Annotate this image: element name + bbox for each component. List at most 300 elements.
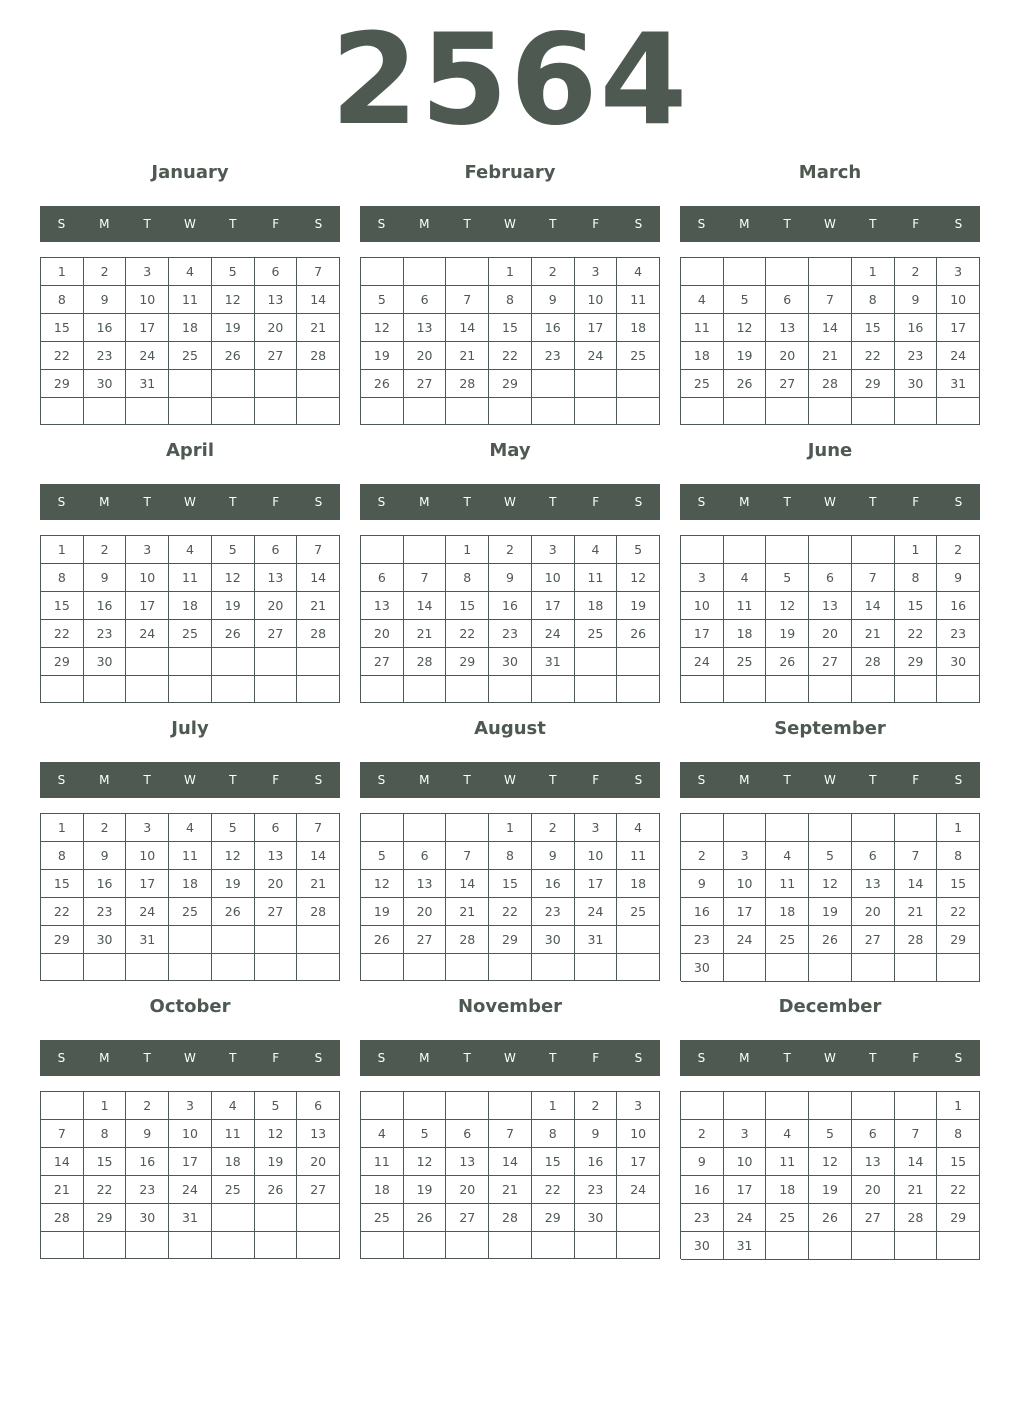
day-cell: 15: [489, 870, 532, 898]
day-cell: 7: [297, 536, 340, 564]
weekday-label: T: [869, 495, 877, 509]
weekday-label: T: [143, 217, 151, 231]
day-cell: 3: [532, 536, 575, 564]
day-cell: 18: [212, 1148, 255, 1176]
day-cell: 22: [937, 1176, 980, 1204]
day-cell: 2: [681, 842, 724, 870]
month-name: August: [474, 718, 546, 739]
day-cell: 21: [41, 1176, 84, 1204]
day-cell: 8: [937, 1120, 980, 1148]
day-cell: 11: [617, 842, 660, 870]
empty-day-cell: [404, 1232, 447, 1259]
weekday-label: S: [697, 773, 706, 787]
day-cell: 31: [169, 1204, 212, 1232]
day-cell: 22: [84, 1176, 127, 1204]
weekday-label: F: [912, 1051, 920, 1065]
day-cell: 16: [681, 1176, 724, 1204]
weekday-label: T: [229, 495, 237, 509]
empty-day-cell: [617, 954, 660, 981]
empty-day-cell: [84, 398, 127, 425]
day-cell: 27: [297, 1176, 340, 1204]
day-cell: 23: [895, 342, 938, 370]
weekday-label: F: [592, 495, 600, 509]
day-cell: 10: [532, 564, 575, 592]
day-cell: 29: [41, 648, 84, 676]
day-cell: 1: [84, 1092, 127, 1120]
day-cell: 20: [852, 898, 895, 926]
day-cell: 19: [766, 620, 809, 648]
day-cell: 21: [895, 898, 938, 926]
day-cell: 29: [937, 1204, 980, 1232]
empty-day-cell: [617, 1204, 660, 1232]
weekday-label: T: [463, 495, 471, 509]
day-cell: 3: [575, 814, 618, 842]
day-cell: 26: [212, 342, 255, 370]
empty-day-cell: [895, 954, 938, 982]
empty-day-cell: [681, 676, 724, 703]
empty-day-cell: [809, 258, 852, 286]
day-grid: [360, 813, 660, 981]
weekday-label: S: [314, 495, 323, 509]
empty-day-cell: [766, 1092, 809, 1120]
day-cell: 9: [489, 564, 532, 592]
day-cell: 25: [575, 620, 618, 648]
day-cell: 10: [575, 286, 618, 314]
day-cell: 9: [937, 564, 980, 592]
day-cell: 6: [255, 258, 298, 286]
weekday-label: F: [592, 1051, 600, 1065]
day-cell: 6: [446, 1120, 489, 1148]
day-cell: 20: [255, 592, 298, 620]
day-cell: 4: [575, 536, 618, 564]
empty-day-cell: [297, 398, 340, 425]
day-cell: 20: [297, 1148, 340, 1176]
day-cell: 11: [575, 564, 618, 592]
day-cell: 19: [255, 1148, 298, 1176]
day-cell: 27: [255, 898, 298, 926]
day-cell: 14: [297, 842, 340, 870]
empty-day-cell: [617, 648, 660, 676]
day-cell: 30: [532, 926, 575, 954]
day-cell: 19: [809, 898, 852, 926]
empty-day-cell: [84, 676, 127, 703]
day-cell: 17: [126, 592, 169, 620]
weekday-label: T: [229, 1051, 237, 1065]
day-cell: 30: [84, 648, 127, 676]
empty-day-cell: [724, 814, 767, 842]
day-cell: 3: [617, 1092, 660, 1120]
day-cell: 24: [681, 648, 724, 676]
day-cell: 8: [489, 286, 532, 314]
weekday-label: F: [272, 217, 280, 231]
empty-day-cell: [169, 1232, 212, 1259]
month-february: [360, 162, 660, 432]
day-cell: 16: [681, 898, 724, 926]
day-cell: 29: [41, 926, 84, 954]
day-cell: 6: [404, 286, 447, 314]
weekday-label: W: [504, 1051, 516, 1065]
day-cell: 2: [84, 258, 127, 286]
weekday-label: S: [954, 495, 963, 509]
empty-day-cell: [212, 370, 255, 398]
day-cell: 1: [532, 1092, 575, 1120]
weekday-header: [40, 1040, 340, 1076]
month-name: July: [171, 718, 209, 739]
day-cell: 3: [681, 564, 724, 592]
empty-day-cell: [575, 398, 618, 425]
weekday-label: T: [869, 217, 877, 231]
empty-day-cell: [446, 814, 489, 842]
empty-day-cell: [297, 1232, 340, 1259]
day-cell: 15: [489, 314, 532, 342]
day-cell: 5: [766, 564, 809, 592]
day-cell: 29: [41, 370, 84, 398]
weekday-label: S: [377, 1051, 386, 1065]
day-cell: 14: [446, 870, 489, 898]
weekday-label: S: [377, 217, 386, 231]
day-cell: 5: [361, 286, 404, 314]
empty-day-cell: [852, 814, 895, 842]
day-cell: 6: [297, 1092, 340, 1120]
day-cell: 2: [681, 1120, 724, 1148]
empty-day-cell: [41, 1232, 84, 1259]
day-cell: 2: [937, 536, 980, 564]
empty-day-cell: [617, 926, 660, 954]
empty-day-cell: [617, 398, 660, 425]
day-cell: 8: [446, 564, 489, 592]
empty-day-cell: [766, 258, 809, 286]
empty-day-cell: [361, 536, 404, 564]
day-cell: 1: [446, 536, 489, 564]
day-cell: 16: [895, 314, 938, 342]
day-cell: 14: [895, 1148, 938, 1176]
day-cell: 12: [724, 314, 767, 342]
day-cell: 18: [617, 870, 660, 898]
empty-day-cell: [809, 814, 852, 842]
day-cell: 30: [681, 954, 724, 982]
day-cell: 1: [41, 814, 84, 842]
empty-day-cell: [404, 676, 447, 703]
empty-day-cell: [361, 1232, 404, 1259]
empty-day-cell: [852, 676, 895, 703]
day-cell: 29: [532, 1204, 575, 1232]
empty-day-cell: [575, 676, 618, 703]
day-cell: 7: [895, 842, 938, 870]
weekday-label: M: [419, 1051, 430, 1065]
month-october: [40, 996, 340, 1266]
day-cell: 31: [126, 926, 169, 954]
weekday-label: S: [634, 773, 643, 787]
empty-day-cell: [212, 648, 255, 676]
empty-day-cell: [575, 370, 618, 398]
empty-day-cell: [41, 676, 84, 703]
day-cell: 3: [937, 258, 980, 286]
day-cell: 22: [852, 342, 895, 370]
day-cell: 7: [446, 286, 489, 314]
day-cell: 15: [532, 1148, 575, 1176]
empty-day-cell: [575, 954, 618, 981]
weekday-label: W: [184, 495, 196, 509]
month-name: October: [149, 996, 231, 1017]
day-cell: 8: [489, 842, 532, 870]
empty-day-cell: [126, 954, 169, 981]
weekday-label: T: [229, 773, 237, 787]
day-cell: 5: [809, 842, 852, 870]
day-cell: 1: [41, 536, 84, 564]
weekday-label: M: [419, 773, 430, 787]
day-cell: 12: [361, 870, 404, 898]
day-cell: 26: [361, 370, 404, 398]
day-cell: 20: [404, 898, 447, 926]
empty-day-cell: [212, 1232, 255, 1259]
day-cell: 31: [126, 370, 169, 398]
day-grid: [680, 813, 980, 981]
day-cell: 24: [126, 620, 169, 648]
empty-day-cell: [404, 1092, 447, 1120]
day-cell: 26: [255, 1176, 298, 1204]
day-cell: 23: [681, 1204, 724, 1232]
weekday-label: T: [143, 773, 151, 787]
day-cell: 2: [126, 1092, 169, 1120]
empty-day-cell: [724, 954, 767, 982]
day-cell: 11: [681, 314, 724, 342]
weekday-header: [680, 206, 980, 242]
day-cell: 6: [852, 842, 895, 870]
empty-day-cell: [169, 954, 212, 981]
day-cell: 22: [489, 898, 532, 926]
day-cell: 23: [532, 342, 575, 370]
day-cell: 20: [255, 314, 298, 342]
empty-day-cell: [681, 398, 724, 425]
day-cell: 18: [724, 620, 767, 648]
day-cell: 26: [212, 620, 255, 648]
empty-day-cell: [84, 1232, 127, 1259]
day-cell: 25: [169, 898, 212, 926]
day-cell: 18: [617, 314, 660, 342]
day-cell: 23: [532, 898, 575, 926]
day-grid: [680, 1091, 980, 1259]
empty-day-cell: [766, 954, 809, 982]
day-cell: 7: [41, 1120, 84, 1148]
day-cell: 25: [724, 648, 767, 676]
day-cell: 21: [489, 1176, 532, 1204]
day-cell: 26: [404, 1204, 447, 1232]
day-cell: 17: [532, 592, 575, 620]
empty-day-cell: [169, 926, 212, 954]
empty-day-cell: [212, 926, 255, 954]
day-cell: 29: [937, 926, 980, 954]
day-cell: 20: [255, 870, 298, 898]
day-cell: 24: [724, 1204, 767, 1232]
day-cell: 4: [724, 564, 767, 592]
weekday-label: S: [57, 1051, 66, 1065]
day-cell: 14: [809, 314, 852, 342]
year-title: 2564: [330, 6, 690, 153]
day-cell: 8: [937, 842, 980, 870]
weekday-label: S: [314, 217, 323, 231]
day-cell: 26: [361, 926, 404, 954]
empty-day-cell: [361, 676, 404, 703]
day-cell: 17: [937, 314, 980, 342]
day-cell: 31: [575, 926, 618, 954]
month-january: [40, 162, 340, 432]
empty-day-cell: [895, 1092, 938, 1120]
empty-day-cell: [766, 814, 809, 842]
day-cell: 11: [169, 564, 212, 592]
day-cell: 17: [575, 314, 618, 342]
empty-day-cell: [404, 258, 447, 286]
day-cell: 10: [169, 1120, 212, 1148]
day-cell: 26: [809, 926, 852, 954]
day-cell: 5: [361, 842, 404, 870]
day-cell: 28: [41, 1204, 84, 1232]
day-cell: 22: [446, 620, 489, 648]
weekday-label: S: [57, 217, 66, 231]
day-cell: 28: [297, 620, 340, 648]
day-cell: 12: [212, 564, 255, 592]
day-cell: 12: [809, 1148, 852, 1176]
day-cell: 11: [766, 870, 809, 898]
day-cell: 30: [84, 370, 127, 398]
weekday-header: [40, 484, 340, 520]
day-cell: 19: [361, 342, 404, 370]
weekday-header: [360, 1040, 660, 1076]
day-cell: 6: [255, 814, 298, 842]
day-cell: 23: [681, 926, 724, 954]
empty-day-cell: [489, 954, 532, 981]
empty-day-cell: [297, 954, 340, 981]
day-cell: 20: [361, 620, 404, 648]
day-cell: 8: [532, 1120, 575, 1148]
day-cell: 16: [84, 314, 127, 342]
day-cell: 13: [404, 314, 447, 342]
day-cell: 3: [126, 814, 169, 842]
empty-day-cell: [212, 676, 255, 703]
day-cell: 22: [937, 898, 980, 926]
day-cell: 28: [446, 926, 489, 954]
day-cell: 6: [404, 842, 447, 870]
day-cell: 13: [852, 1148, 895, 1176]
empty-day-cell: [255, 926, 298, 954]
empty-day-cell: [532, 370, 575, 398]
day-cell: 17: [617, 1148, 660, 1176]
empty-day-cell: [809, 1092, 852, 1120]
empty-day-cell: [446, 398, 489, 425]
weekday-label: S: [634, 495, 643, 509]
day-cell: 25: [212, 1176, 255, 1204]
month-name: January: [151, 162, 229, 183]
day-cell: 7: [404, 564, 447, 592]
day-cell: 9: [575, 1120, 618, 1148]
weekday-label: W: [184, 217, 196, 231]
day-cell: 15: [446, 592, 489, 620]
weekday-label: S: [697, 1051, 706, 1065]
empty-day-cell: [41, 954, 84, 981]
weekday-label: W: [184, 1051, 196, 1065]
empty-day-cell: [532, 954, 575, 981]
empty-day-cell: [895, 1232, 938, 1260]
day-cell: 3: [724, 1120, 767, 1148]
day-grid: [40, 535, 340, 703]
empty-day-cell: [809, 398, 852, 425]
day-cell: 3: [575, 258, 618, 286]
weekday-label: T: [143, 495, 151, 509]
day-cell: 27: [404, 926, 447, 954]
day-cell: 17: [169, 1148, 212, 1176]
day-cell: 17: [126, 870, 169, 898]
day-cell: 1: [852, 258, 895, 286]
day-cell: 8: [41, 842, 84, 870]
empty-day-cell: [404, 814, 447, 842]
day-cell: 14: [446, 314, 489, 342]
empty-day-cell: [255, 648, 298, 676]
day-grid: [680, 535, 980, 703]
weekday-label: T: [463, 1051, 471, 1065]
weekday-label: T: [783, 773, 791, 787]
month-april: [40, 440, 340, 710]
day-cell: 25: [617, 898, 660, 926]
weekday-label: M: [739, 1051, 750, 1065]
empty-day-cell: [255, 1232, 298, 1259]
day-cell: 23: [489, 620, 532, 648]
day-cell: 6: [361, 564, 404, 592]
day-cell: 4: [617, 258, 660, 286]
day-cell: 13: [255, 842, 298, 870]
empty-day-cell: [446, 954, 489, 981]
weekday-label: F: [912, 773, 920, 787]
weekday-label: S: [377, 495, 386, 509]
day-cell: 27: [255, 620, 298, 648]
empty-day-cell: [255, 1204, 298, 1232]
day-cell: 13: [361, 592, 404, 620]
day-cell: 24: [532, 620, 575, 648]
empty-day-cell: [84, 954, 127, 981]
day-cell: 24: [169, 1176, 212, 1204]
day-cell: 28: [809, 370, 852, 398]
day-cell: 22: [41, 342, 84, 370]
day-cell: 18: [169, 870, 212, 898]
empty-day-cell: [681, 258, 724, 286]
day-cell: 24: [724, 926, 767, 954]
day-cell: 15: [41, 314, 84, 342]
weekday-header: [40, 762, 340, 798]
day-cell: 1: [937, 814, 980, 842]
day-cell: 25: [617, 342, 660, 370]
day-cell: 21: [895, 1176, 938, 1204]
day-cell: 2: [84, 814, 127, 842]
day-cell: 18: [169, 314, 212, 342]
day-cell: 27: [766, 370, 809, 398]
day-cell: 25: [169, 620, 212, 648]
weekday-label: S: [697, 495, 706, 509]
day-cell: 21: [809, 342, 852, 370]
month-name: November: [457, 996, 563, 1017]
day-cell: 9: [126, 1120, 169, 1148]
weekday-label: S: [697, 217, 706, 231]
empty-day-cell: [852, 536, 895, 564]
day-cell: 8: [895, 564, 938, 592]
day-cell: 19: [361, 898, 404, 926]
weekday-label: M: [99, 217, 110, 231]
day-cell: 20: [809, 620, 852, 648]
weekday-label: M: [99, 773, 110, 787]
empty-day-cell: [724, 1092, 767, 1120]
day-cell: 25: [766, 926, 809, 954]
day-cell: 12: [404, 1148, 447, 1176]
day-cell: 14: [41, 1148, 84, 1176]
weekday-label: W: [824, 1051, 836, 1065]
empty-day-cell: [937, 398, 980, 425]
